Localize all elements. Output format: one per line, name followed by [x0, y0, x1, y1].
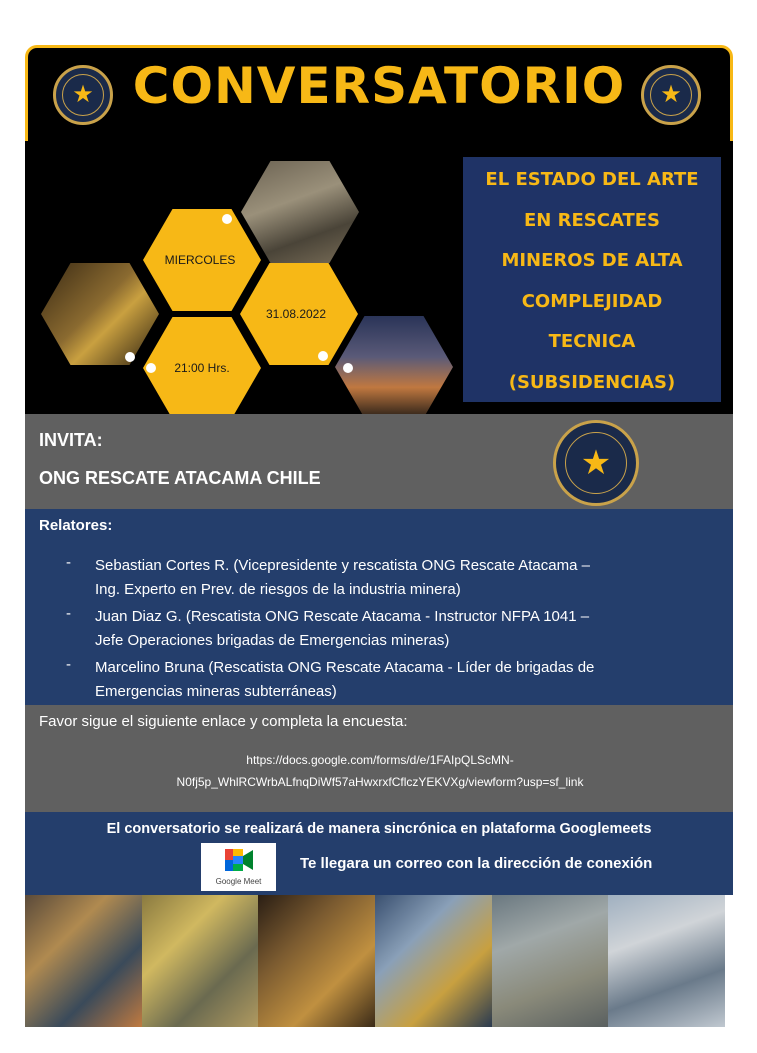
list-bullet: - [66, 605, 71, 622]
decorative-dot [146, 363, 156, 373]
mining-photo [492, 895, 609, 1027]
star-icon: ★ [565, 432, 627, 494]
organization-seal [553, 420, 639, 506]
event-day: MIERCOLES [164, 253, 236, 267]
decorative-dot [125, 352, 135, 362]
topic-title: EL ESTADO DEL ARTE EN RESCATES MINEROS DE ALTA COMPLEJIDAD TECNICA (SUBSIDENCIAS) [485, 169, 699, 393]
speaker-item: Sebastian Cortes R. (Vicepresidente y rescatista ONG Rescate Atacama – Ing. Experto en Prev. de riesgos de la industria minera) [95, 557, 590, 598]
mining-photo [608, 895, 725, 1027]
invite-organization: ONG RESCATE ATACAMA CHILE [39, 468, 321, 488]
decorative-dot [222, 214, 232, 224]
meet-info: El conversatorio se realizará de manera sincrónica en plataforma Googlemeets [106, 821, 652, 837]
invite-label: INVITA: [39, 430, 103, 450]
list-bullet: - [66, 656, 71, 673]
mining-photo-strip [25, 895, 725, 1027]
decorative-dot [343, 363, 353, 373]
mining-photo [142, 895, 259, 1027]
star-icon: ★ [62, 74, 104, 116]
survey-link[interactable]: https://docs.google.com/forms/d/e/1FAIpQLScMN- N0fj5p_WhlRCWrbALfnqDiWf57aHwxrxfCflczYEKVXg/viewform?usp=sf_link [176, 753, 584, 789]
connection-notice: Te llegara un correo con la dirección de conexión [300, 855, 653, 872]
topic-box [463, 157, 721, 402]
speaker-item: Marcelino Bruna (Rescatista ONG Rescate Atacama - Líder de brigadas de Emergencias mineras subterráneas) [95, 659, 595, 700]
google-meet-logo [201, 843, 276, 891]
rescue-team-photo [241, 161, 359, 263]
page-title: CONVERSATORIO [132, 57, 626, 115]
mining-photo [25, 895, 142, 1027]
mining-photo [258, 895, 375, 1027]
speakers-heading: Relatores: [39, 517, 113, 534]
list-bullet: - [66, 554, 71, 571]
event-time: 21:00 Hrs. [174, 361, 230, 375]
event-date: 31.08.2022 [265, 307, 327, 321]
speaker-item: Juan Diaz G. (Rescatista ONG Rescate Atacama - Instructor NFPA 1041 – Jefe Operaciones brigadas de Emergencias mineras) [95, 608, 590, 649]
star-icon: ★ [650, 74, 692, 116]
survey-intro: Favor sigue el siguiente enlace y completa la encuesta: [39, 713, 408, 730]
mining-photo [375, 895, 492, 1027]
mine-tunnel-photo [41, 263, 159, 365]
google-meet-label: Google Meet [215, 877, 262, 886]
decorative-dot [318, 351, 328, 361]
